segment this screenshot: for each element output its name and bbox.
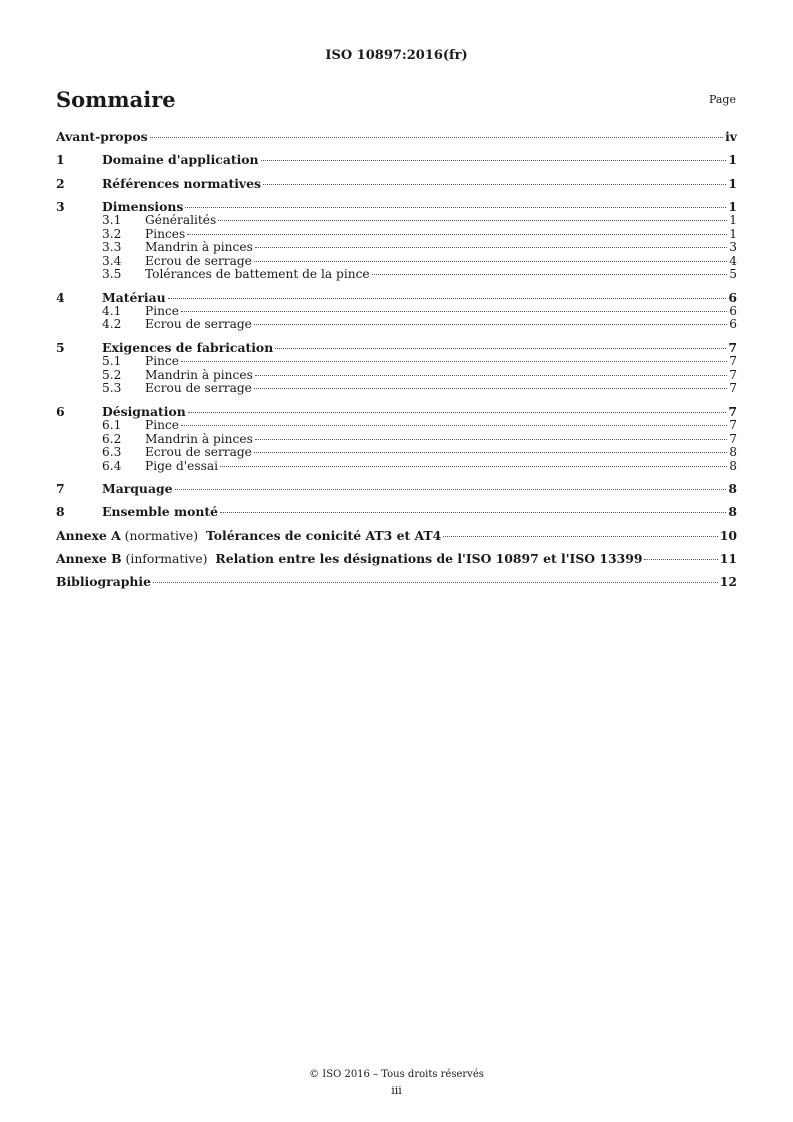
toc-entry-number: 7	[56, 481, 65, 497]
toc-entry[interactable]	[56, 528, 737, 543]
toc-entry-label: Désignation	[102, 403, 186, 419]
toc-entry-page: 8	[728, 481, 737, 497]
toc-entry[interactable]	[56, 382, 737, 396]
toc-entry-page: 7	[728, 339, 737, 355]
annex-kind: (informative)	[121, 550, 216, 566]
toc-entry[interactable]	[56, 129, 737, 144]
document-header: ISO 10897:2016(fr)	[325, 48, 468, 63]
toc-entry-label: Marquage	[102, 481, 173, 497]
toc-entry-page: 11	[719, 550, 737, 566]
toc-entry-label: Ensemble monté	[102, 504, 218, 520]
page-number: iii	[391, 1084, 402, 1097]
toc-entry-label: Généralités	[145, 213, 217, 228]
toc-entry-page: iv	[725, 129, 737, 144]
toc-entry-label: Pince	[145, 303, 179, 318]
toc-entry[interactable]	[56, 355, 737, 369]
toc-entry-number: 4.2	[102, 317, 122, 332]
toc-entry-page: 7	[729, 418, 737, 433]
toc-entry-page: 7	[728, 403, 737, 419]
toc-entry[interactable]	[56, 176, 737, 191]
toc-entry-number: 6.2	[102, 431, 122, 446]
toc-entry[interactable]	[56, 419, 737, 433]
dot-leader	[255, 439, 727, 440]
toc-entry-label: Ecrou de serrage	[145, 253, 252, 268]
toc-entry[interactable]	[56, 241, 737, 255]
dot-leader	[263, 184, 726, 185]
toc-entry-page: 8	[728, 504, 737, 520]
toc-entry[interactable]	[56, 446, 737, 460]
toc-entry-number: 3.4	[102, 253, 122, 268]
toc-entry-number: 2	[56, 175, 65, 191]
toc-entry-label: Pince	[145, 354, 179, 369]
toc-entry-number: 6	[56, 403, 65, 419]
copyright-footer: © ISO 2016 – Tous droits réservés	[309, 1069, 484, 1080]
toc-entry-number: 3.3	[102, 240, 122, 255]
toc-entry-number: 5.3	[102, 381, 122, 396]
dot-leader	[187, 234, 727, 235]
dot-leader	[220, 466, 727, 467]
dot-leader	[372, 274, 728, 275]
toc-entry[interactable]	[56, 460, 737, 474]
toc-entry-label: Ecrou de serrage	[145, 445, 252, 460]
toc-entry-page: 4	[729, 253, 737, 268]
toc-entry-number: 6.1	[102, 418, 122, 433]
toc-entry-label: Tolérances de battement de la pince	[145, 267, 370, 282]
toc-entry-label: Pige d'essai	[145, 458, 219, 473]
dot-leader	[181, 311, 727, 312]
toc-entry-page: 7	[729, 431, 737, 446]
dot-leader	[153, 582, 718, 583]
toc-entry-label: Avant-propos	[56, 129, 148, 144]
toc-entry-label: Tolérances de conicité AT3 et AT4	[205, 527, 442, 543]
dot-leader	[175, 489, 727, 490]
dot-leader	[150, 137, 724, 138]
toc-entry-page: 1	[729, 226, 737, 241]
annex-prefix: Annexe B	[56, 550, 122, 566]
toc-entry-page: 3	[729, 240, 737, 255]
toc-entry-label: Pince	[145, 418, 179, 433]
toc-entry-label: Ecrou de serrage	[145, 317, 252, 332]
toc-entry[interactable]	[56, 504, 737, 519]
toc-entry-label: Pinces	[145, 226, 186, 241]
toc-entry[interactable]	[56, 574, 737, 589]
toc-entry-label: Dimensions	[102, 198, 184, 214]
toc-entry[interactable]	[56, 199, 737, 214]
toc-entry-number: 5.2	[102, 367, 122, 382]
toc-entry-page: 7	[729, 367, 737, 382]
toc-entry[interactable]	[56, 551, 737, 566]
toc-entry-number: 3	[56, 198, 65, 214]
toc-entry-number: 6.3	[102, 445, 122, 460]
toc-entry-page: 6	[729, 303, 737, 318]
toc-entry[interactable]	[56, 404, 737, 419]
toc-entry[interactable]	[56, 433, 737, 447]
toc-entry[interactable]	[56, 255, 737, 269]
toc-entry-number: 5.1	[102, 354, 122, 369]
toc-entry-number: 3.1	[102, 213, 122, 228]
toc-entry-page: 8	[729, 445, 737, 460]
dot-leader	[188, 412, 727, 413]
toc-entry-page: 10	[719, 527, 737, 543]
toc-entry-page: 12	[719, 574, 737, 590]
annex-prefix: Annexe A	[56, 527, 121, 543]
page-title: Sommaire	[56, 87, 176, 112]
toc-entry[interactable]	[56, 318, 737, 332]
table-of-contents	[56, 129, 737, 590]
toc-entry-label: Références normatives	[102, 175, 261, 191]
toc-entry[interactable]	[56, 369, 737, 383]
dot-leader	[644, 559, 717, 560]
toc-entry-page: 1	[728, 198, 737, 214]
dot-leader	[254, 324, 727, 325]
dot-leader	[168, 298, 727, 299]
dot-leader	[275, 348, 726, 349]
toc-entry-label: Exigences de fabrication	[102, 339, 274, 355]
dot-leader	[255, 247, 727, 248]
toc-entry[interactable]	[56, 268, 737, 282]
toc-entry-label: Domaine d'application	[102, 152, 259, 168]
toc-entry-page: 1	[729, 213, 737, 228]
toc-entry-label: Bibliographie	[56, 574, 152, 590]
toc-entry-page: 1	[728, 175, 737, 191]
page-column-label: Page	[708, 93, 736, 106]
dot-leader	[254, 388, 727, 389]
toc-entry-page: 8	[729, 458, 737, 473]
dot-leader	[181, 425, 727, 426]
dot-leader	[181, 361, 727, 362]
toc-entry-number: 4.1	[102, 303, 122, 318]
toc-entry-label: Mandrin à pinces	[145, 367, 253, 382]
toc-entry-number: 3.5	[102, 267, 122, 282]
toc-entry-number: 8	[56, 504, 65, 520]
toc-entry-number: 3.2	[102, 226, 122, 241]
toc-entry-label: Mandrin à pinces	[145, 431, 253, 446]
toc-entry-label: Relation entre les désignations de l'ISO 10897 et l'ISO 13399	[215, 550, 643, 566]
toc-entry-page: 7	[729, 381, 737, 396]
toc-entry-label: Mandrin à pinces	[145, 240, 253, 255]
toc-entry-number: 6.4	[102, 458, 122, 473]
toc-entry[interactable]	[56, 214, 737, 228]
toc-entry[interactable]	[56, 305, 737, 319]
dot-leader	[443, 536, 717, 537]
toc-entry-page: 7	[729, 354, 737, 369]
toc-entry-number: 4	[56, 289, 65, 305]
toc-entry-number: 1	[56, 152, 65, 168]
dot-leader	[255, 375, 727, 376]
toc-entry[interactable]	[56, 340, 737, 355]
dot-leader	[254, 452, 727, 453]
toc-entry-page: 5	[729, 267, 737, 282]
toc-entry[interactable]	[56, 290, 737, 305]
dot-leader	[185, 207, 726, 208]
toc-entry-page: 6	[729, 317, 737, 332]
dot-leader	[254, 261, 727, 262]
dot-leader	[261, 160, 727, 161]
toc-entry[interactable]	[56, 228, 737, 242]
toc-entry-page: 6	[728, 289, 737, 305]
toc-entry[interactable]	[56, 481, 737, 496]
toc-entry-page: 1	[728, 152, 737, 168]
toc-entry-label: Matériau	[102, 289, 166, 305]
toc-entry-number: 5	[56, 339, 65, 355]
dot-leader	[218, 220, 727, 221]
toc-entry[interactable]	[56, 152, 737, 167]
annex-kind: (normative)	[120, 527, 206, 543]
dot-leader	[220, 512, 726, 513]
toc-entry-label: Ecrou de serrage	[145, 381, 252, 396]
